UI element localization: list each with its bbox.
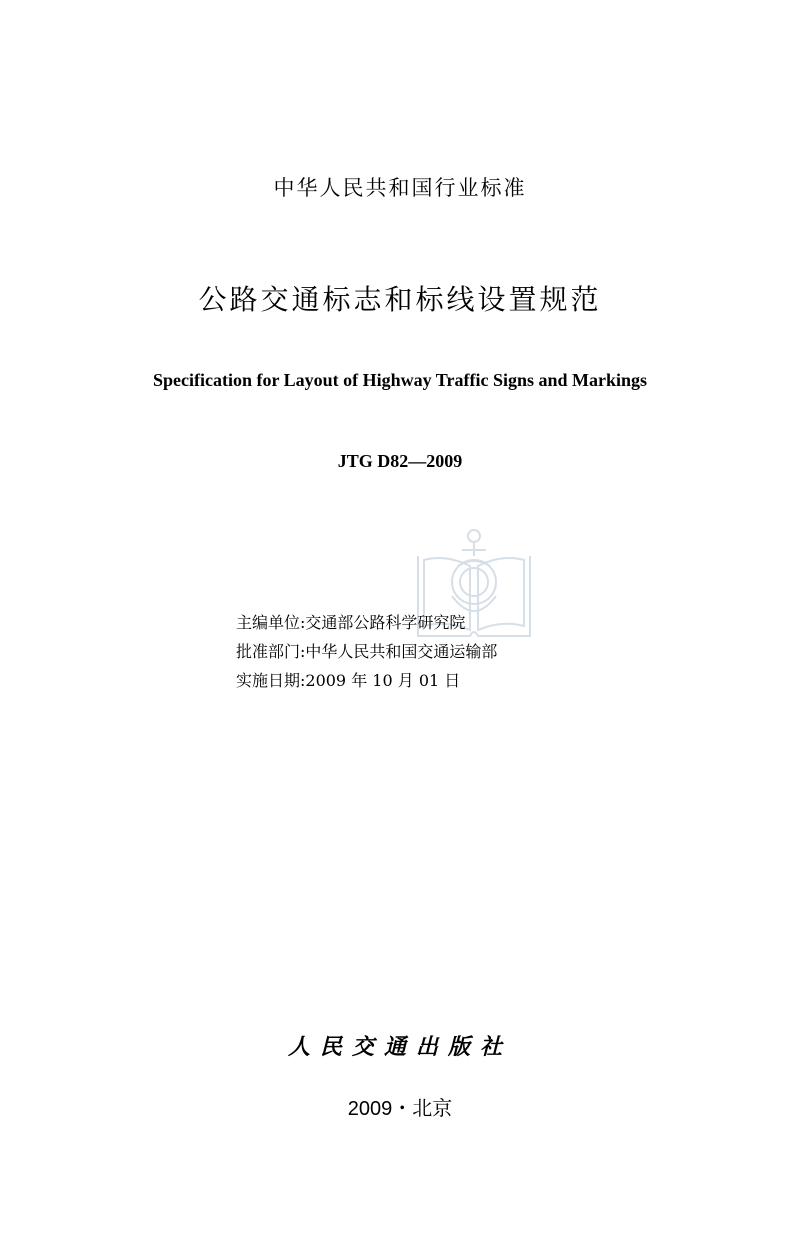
approving-department: 批准部门:中华人民共和国交通运输部 bbox=[236, 642, 498, 661]
editor-unit: 主编单位:交通部公路科学研究院 bbox=[236, 613, 466, 632]
publication-year-place: 2009・北京 bbox=[347, 1098, 453, 1120]
publisher-name: 人民交通出版社 bbox=[287, 1034, 512, 1060]
effective-date: 实施日期:2009 年 10 月 01 日 bbox=[236, 671, 461, 690]
standard-category: 中华人民共和国行业标准 bbox=[273, 176, 527, 200]
title-english: Specification for Layout of Highway Traffic Signs and Markings bbox=[152, 370, 648, 390]
title-chinese: 公路交通标志和标线设置规范 bbox=[198, 283, 602, 316]
metadata-block bbox=[236, 608, 497, 695]
standard-code: JTG D82—2009 bbox=[337, 451, 463, 471]
